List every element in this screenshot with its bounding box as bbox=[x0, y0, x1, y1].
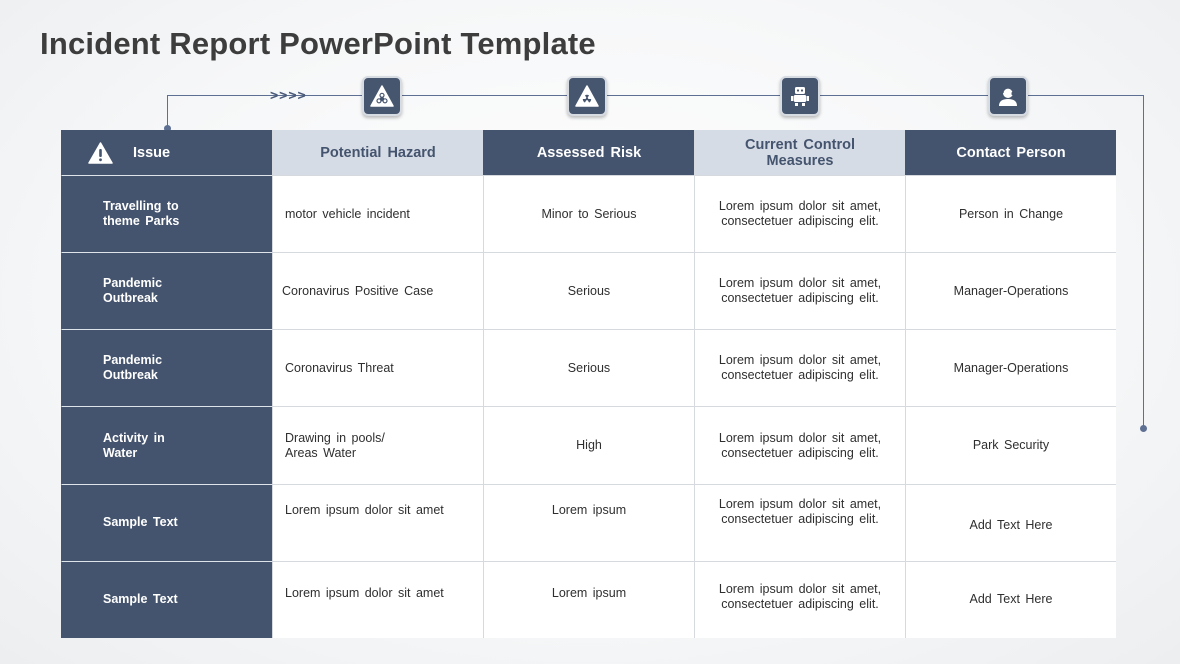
warning-icon bbox=[88, 142, 113, 164]
row-control: Lorem ipsum dolor sit amet, consectetuer adipiscing elit. bbox=[694, 329, 905, 406]
row-issue: Pandemic Outbreak bbox=[61, 329, 272, 406]
row-control: Lorem ipsum dolor sit amet, consectetuer adipiscing elit. bbox=[694, 484, 905, 561]
header-issue bbox=[61, 130, 272, 175]
row-hazard: Coronavirus Positive Case bbox=[272, 252, 483, 329]
row-issue: Sample Text bbox=[61, 561, 272, 638]
row-risk: Lorem ipsum bbox=[483, 484, 694, 561]
row-contact: Add Text Here bbox=[905, 561, 1116, 638]
radiation-icon bbox=[567, 76, 607, 116]
row-risk: Lorem ipsum bbox=[483, 561, 694, 638]
row-hazard: Drawing in pools/ Areas Water bbox=[272, 406, 483, 483]
row-issue: Sample Text bbox=[61, 484, 272, 561]
chevron-arrows: >>>> bbox=[270, 87, 307, 103]
row-control: Lorem ipsum dolor sit amet, consectetuer adipiscing elit. bbox=[694, 175, 905, 252]
row-contact: Park Security bbox=[905, 406, 1116, 483]
row-issue: Pandemic Outbreak bbox=[61, 252, 272, 329]
row-risk: Serious bbox=[483, 329, 694, 406]
row-control: Lorem ipsum dolor sit amet, consectetuer adipiscing elit. bbox=[694, 406, 905, 483]
row-issue: Travelling to theme Parks bbox=[61, 175, 272, 252]
row-contact: Manager-Operations bbox=[905, 329, 1116, 406]
row-hazard: Coronavirus Threat bbox=[272, 329, 483, 406]
header-contact-person: Contact Person bbox=[905, 130, 1116, 175]
biohazard-icon bbox=[362, 76, 402, 116]
page-title: Incident Report PowerPoint Template bbox=[40, 26, 596, 61]
row-risk: Minor to Serious bbox=[483, 175, 694, 252]
row-contact: Person in Change bbox=[905, 175, 1116, 252]
header-assessed-risk: Assessed Risk bbox=[483, 130, 694, 175]
row-risk: High bbox=[483, 406, 694, 483]
header-issue-label: Issue bbox=[133, 145, 171, 161]
robot-icon bbox=[780, 76, 820, 116]
header-potential-hazard: Potential Hazard bbox=[272, 130, 483, 175]
header-control-measures: Current Control Measures bbox=[694, 130, 905, 175]
connector-line-left bbox=[167, 95, 168, 129]
row-hazard: motor vehicle incident bbox=[272, 175, 483, 252]
connector-line-right bbox=[1143, 95, 1144, 429]
row-control: Lorem ipsum dolor sit amet, consectetuer adipiscing elit. bbox=[694, 561, 905, 638]
row-contact: Manager-Operations bbox=[905, 252, 1116, 329]
row-contact: Add Text Here bbox=[905, 484, 1116, 561]
row-control: Lorem ipsum dolor sit amet, consectetuer adipiscing elit. bbox=[694, 252, 905, 329]
person-icon bbox=[988, 76, 1028, 116]
row-hazard: Lorem ipsum dolor sit amet bbox=[272, 484, 483, 561]
incident-table bbox=[61, 130, 1116, 638]
row-issue: Activity in Water bbox=[61, 406, 272, 483]
row-risk: Serious bbox=[483, 252, 694, 329]
row-hazard: Lorem ipsum dolor sit amet bbox=[272, 561, 483, 638]
connector-dot bbox=[1140, 425, 1147, 432]
